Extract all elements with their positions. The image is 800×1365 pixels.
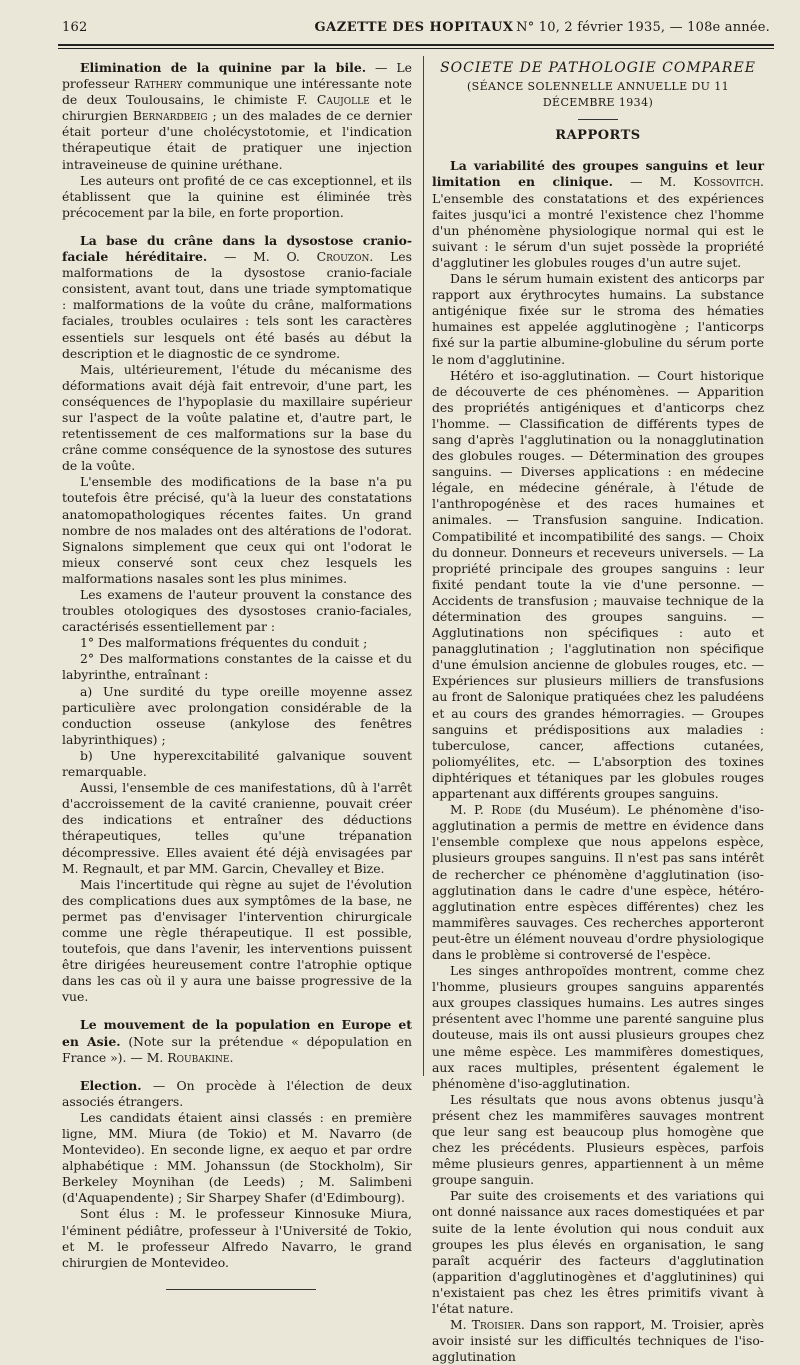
session-subheading: (SÉANCE SOLENNELLE ANNUELLE DU 11 DÉCEMBRE 1934) [466, 80, 730, 110]
list-item: b) Une hyperexcitabilité galvanique souvent remarquable. [62, 747, 412, 780]
article-title: La variabilité des groupes sanguins et leur limitation en clinique. [432, 158, 764, 190]
article-title: La base du crâne dans la dysostose cranio-faciale héréditaire. [62, 232, 412, 265]
list-item: a) Une surdité du type oreille moyenne assez particulière avec prolongation considérable de la conduction osseuse (ankylose des fenêtres labyrinthiques) ; [62, 683, 412, 747]
author-name: Roubakine [167, 1049, 230, 1065]
paragraph: Les examens de l'auteur prouvent la constance des troubles otologiques des dysostoses cranio-faciales, caractérisés essentiellement par : [62, 587, 412, 635]
paragraph: Mais, ultérieurement, l'étude du mécanisme des déformations avait déjà fait entrevoir, d'une part, les conséquences de l'hypoplasie du maxillaire supérieur sur l'aspect de la voûte palatine et, d'autre part, le retentissement de ces malformations sur la base du crâne comme conséquence de la synostose des sutures de la voûte. [62, 361, 412, 474]
short-rule [578, 119, 618, 120]
end-rule [166, 1289, 316, 1290]
paragraph: Aussi, l'ensemble de ces manifestations, dû à l'arrêt d'accroissement de la cavité cranienne, pouvait créer des indications et entraîner des déductions thérapeutiques, telles qu'une trépanation décompressive. Elles avaient été déjà envisagées par M. Regnault, et par MM. Garcin, Chevalley et Bize. [62, 780, 412, 876]
right-column [432, 56, 764, 1365]
paragraph: Les candidats étaient ainsi classés : en première ligne, MM. Miura (de Tokio) et M. Navarro (de Montevideo). En seconde ligne, ex aequo et par ordre alphabétique : MM. Johanssun (de Stockholm), Sir Berkeley Moynihan (de Leeds) ; M. Salimbeni (d'Aquapendente) ; Sir Sharpey Shafer (d'Edimbourg). [62, 1109, 412, 1206]
rapports-heading: RAPPORTS [555, 128, 641, 144]
page-number: 162 [62, 20, 88, 35]
article-quinine: Elimination de la quinine par la bile. — Le professeur Rathery communique une intéressante note de deux Toulousains, le chimiste F. Caujolle et le chirurgien Bernardbeig ; un des malades de ce dernier était porteur d'une cholécystotomie, et l'indication thérapeutique était de pratiquer une injection intraveineuse de quinine uréthane. [62, 60, 412, 172]
article-election: Election. — On procède à l'élection de deux associés étrangers. [62, 1077, 412, 1109]
paragraph: Dans le sérum humain existent des anticorps par rapport aux érythrocytes humains. La substance antigénique fixée sur le stroma des hématies humaines est appelée agglutinogène ; l'anticorps fixé sur la partie albumine-globuline du sérum porte le nom d'agglutinine. [432, 271, 764, 367]
author-name: Caujolle [316, 92, 370, 108]
paragraph: Mais l'incertitude qui règne au sujet de l'évolution des complications dues aux symptômes de la base, ne permet pas d'envisager l'intervention chirurgicale comme une règle thérapeutique. Il est possible, toutefois, que dans l'avenir, les interventions puissent être dirigées heureusement contre l'atrophie optique dans les cas où il y aura une baisse progressive de la vue. [62, 876, 412, 1005]
author-name: Troisier [471, 1317, 521, 1333]
article-groupes-sanguins: La variabilité des groupes sanguins et leur limitation en clinique. — M. Kossovitch. L'ensemble des constatations et des expériences faites jusqu'ici a montré l'existence chez l'homme d'un phénomène physiologique normal qui est le suivant : le sérum d'un sujet possède la propriété d'agglutiner les globules rouges d'un autre sujet. [432, 158, 764, 270]
column-divider [423, 56, 424, 1076]
paragraph: Sont élus : M. le professeur Kinnosuke Miura, l'éminent pédiâtre, professeur à l'Université de Tokio, et M. le professeur Alfredo Navarro, le grand chirurgien de Montevideo. [62, 1206, 412, 1270]
article-dysostose: La base du crâne dans la dysostose cranio-faciale héréditaire. — M. O. Crouzon. Les malformations de la dysostose cranio-faciale consistent, avant tout, dans une triade symptomatique : malformations de la voûte du crâne, malformations faciales, troubles oculaires : tels sont les caractères essentiels sur lesquels ont été basés au début la description et le diagnostic de ce syndrome. [62, 232, 412, 361]
journal-title: GAZETTE DES HOPITAUX [314, 20, 514, 35]
list-item: 2° Des malformations constantes de la caisse et du labyrinthe, entraînant : [62, 651, 412, 683]
left-column [62, 56, 412, 1290]
author-name: Rode [491, 802, 522, 818]
list-item: 1° Des malformations fréquentes du conduit ; [80, 635, 368, 651]
article-population: Le mouvement de la population en Europe et en Asie. (Note sur la prétendue « dépopulation en France »). — M. Roubakine. [62, 1017, 412, 1065]
society-heading: SOCIETE DE PATHOLOGIE COMPAREE [440, 60, 756, 76]
article-title: Le mouvement de la population en Europe et en Asie. [62, 1017, 412, 1049]
header-rule [58, 44, 774, 46]
author-name: Rathery [134, 76, 183, 92]
paragraph: Par suite des croisements et des variations qui ont donné naissance aux races domestiquées et par suite de la lente évolution qui nous conduit aux groupes les plus élevés en organisation, le sang paraît acquérir des facteurs d'agglutination (apparition d'agglutinogènes et d'agglutinines) qui n'existaient pas chez les êtres primitifs vivant à l'état nature. [432, 1188, 764, 1317]
author-name: Bernardbeig [132, 108, 208, 124]
page-header [58, 18, 770, 40]
paragraph-rode: M. P. Rode (du Muséum). Le phénomène d'iso-agglutination a permis de mettre en évidence dans l'ensemble complexe que nous appelons espèce, plusieurs groupes sanguins. Il n'est pas sans intérêt de rechercher ce phénomène d'agglutination (iso-agglutination dans le cadre d'une espèce, hétéro-agglutination entre espèces différentes) chez les mammifères sauvages. Ces recherches apporteront peut-être un élément nouveau d'ordre physiologique dans le problème si controversé de l'espèce. [432, 802, 764, 962]
header-rule-thin [58, 48, 774, 49]
paragraph-troisier: M. Troisier. Dans son rapport, M. Troisier, après avoir insisté sur les difficultés techniques de l'iso-agglutination [432, 1317, 764, 1365]
paragraph: Les auteurs ont profité de ce cas exceptionnel, et ils établissent que la quinine est éliminée très précocement par la bile, en forte proportion. [62, 172, 412, 220]
article-title: Elimination de la quinine par la bile. [80, 60, 367, 75]
author-name: Crouzon [316, 249, 370, 265]
paragraph: Hétéro et iso-agglutination. — Court historique de découverte de ces phénomènes. — Apparition des propriétés antigéniques et d'anticorps chez l'homme. — Classification de différents types de sang d'après l'agglutination ou la nonagglutination des globules rouges. — Détermination des groupes sanguins. — Diverses applications : en médecine légale, en médecine générale, à l'étude de l'anthropogénèse et des races humaines et animales. — Transfusion sanguine. Indication. Compatibilité et incompatibilité des sangs. — Choix du donneur. Donneurs et receveurs universels. — La propriété principale des groupes sanguins : leur fixité pendant toute la vie d'une personne. — Accidents de transfusion ; mauvaise technique de la détermination des groupes sanguins. — Agglutinations non spécifiques : auto et panagglutination ; l'agglutination non spécifique d'une émulsion ancienne de globules rouges, etc. — Expériences sur plusieurs milliers de transfusions au front de Salonique pratiquées chez les paludéens et au cours des grandes hémorragies. — Groupes sanguins et prédispositions aux maladies : tuberculose, cancer, affections cutanées, poliomyélites, etc. — L'absorption des toxines diphtériques et tétaniques par les globules rouges appartenant aux différents groupes sanguins. [432, 367, 764, 802]
paragraph: Les singes anthropoïdes montrent, comme chez l'homme, plusieurs groupes sanguins apparentés aux groupes classiques humains. Les autres singes présentent avec l'homme une parenté sanguine plus douteuse, mais ils ont aussi plusieurs groupes chez une même espèce. Les mammifères domestiques, aux races multiples, présentent également le phénomène d'iso-agglutination. [432, 963, 764, 1091]
issue-info: N° 10, 2 février 1935, — 108e année. [516, 20, 770, 35]
paragraph: Les résultats que nous avons obtenus jusqu'à présent chez les mammifères sauvages montrent que leur sang est beaucoup plus homogène que chez les précédents. Plusieurs espèces, parfois même plusieurs genres, appartiennent à un même groupe sanguin. [432, 1091, 764, 1188]
article-title: Election. [80, 1077, 142, 1093]
author-name: Kossovitch [693, 174, 761, 190]
paragraph: L'ensemble des modifications de la base n'a pu toutefois être précisé, qu'à la lueur des constatations anatomopathologiques récentes faites. Un grand nombre de nos malades ont des altérations de l'odorat. Signalons simplement que ceux qui ont l'odorat le mieux conservé sont ceux chez lesquels les malformations nasales sont les plus minimes. [62, 474, 412, 586]
